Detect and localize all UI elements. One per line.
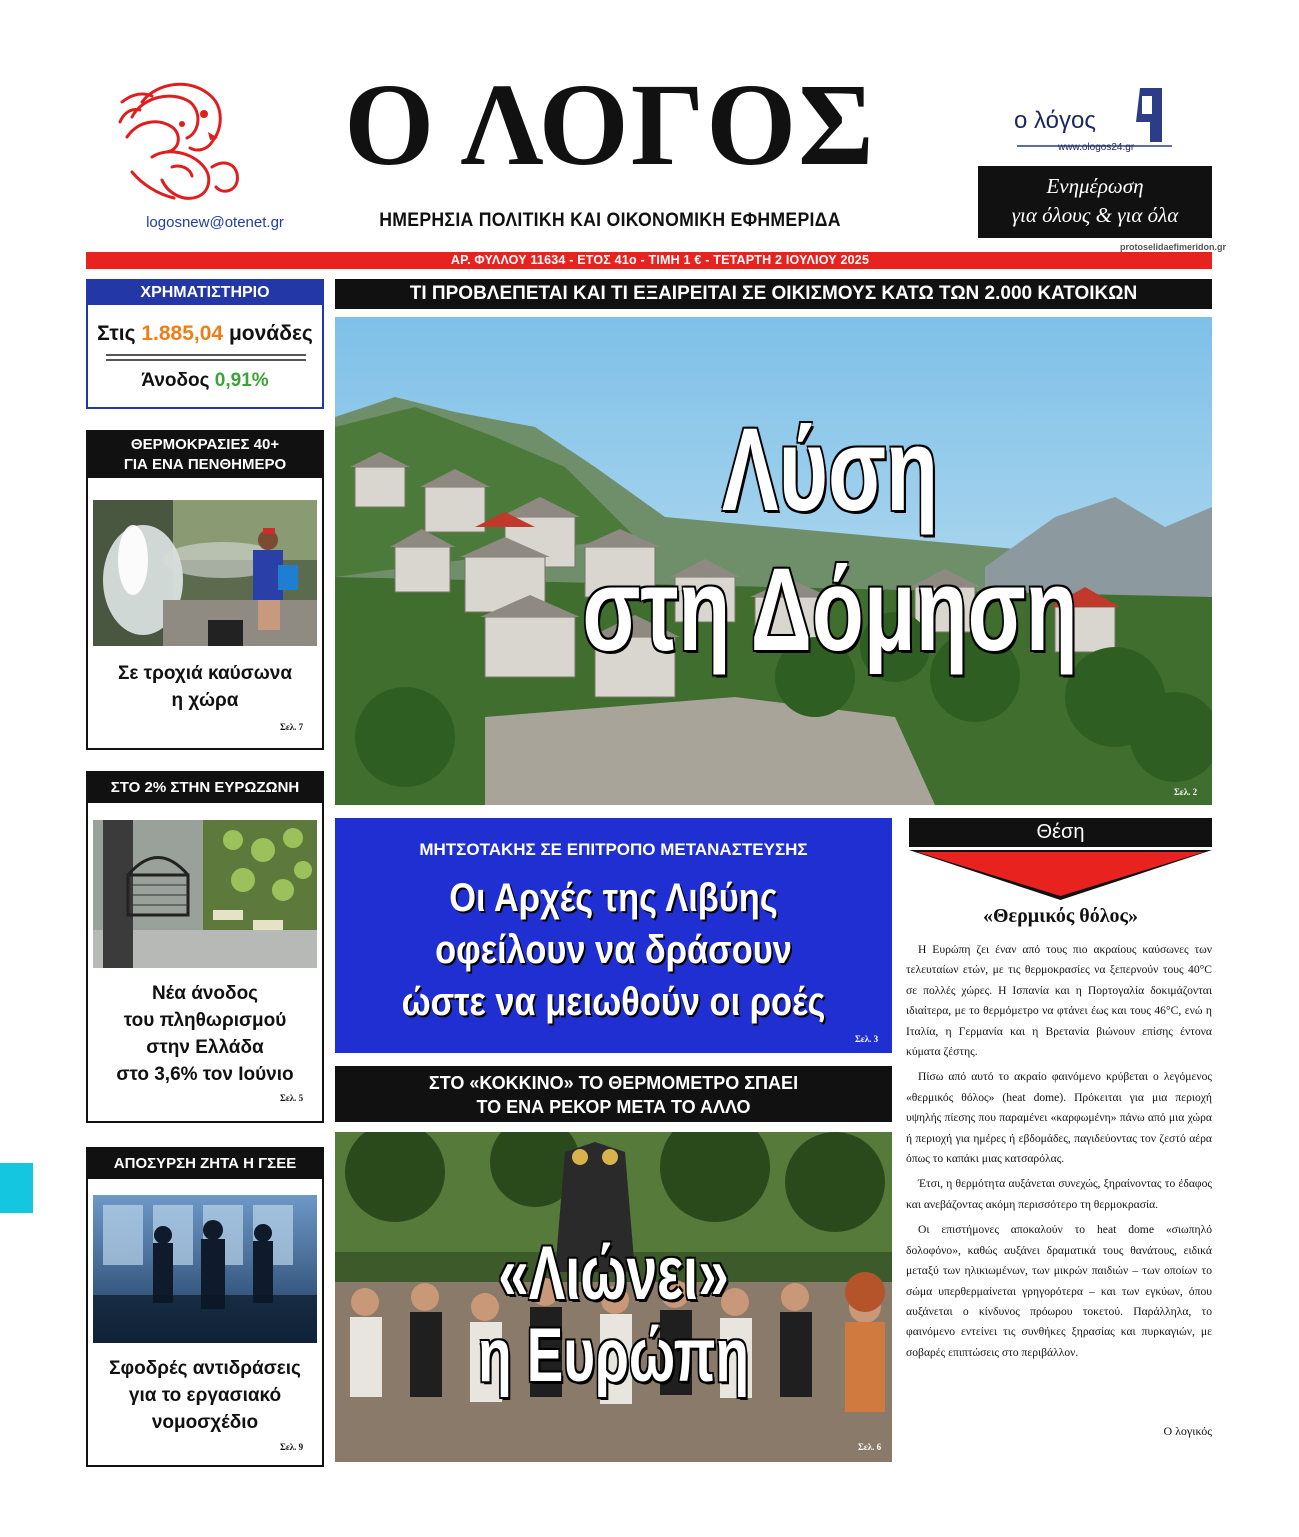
side-story-kicker — [88, 432, 322, 478]
opinion-paragraph: Πίσω από αυτό το ακραίο φαινόμενο κρύβεται ο λεγόμενος «θερμικός θόλος» (heat dome). Πρόκειται για μια περιοχή υψηλής πίεσης που παραμένει «καρφωμένη» πάνω από μια χώρα ή περιοχή για ημέρες ή εβδομάδες, παγιδεύοντας τον ζεστό αέρα όπως το καπάκι μιας κατσαρόλας. — [906, 1070, 1212, 1166]
fountain-tourist-photo — [93, 500, 317, 646]
tagline-line-2: για όλους & για όλα — [1011, 203, 1179, 227]
title-line: του πληθωρισμού — [123, 1010, 287, 1031]
tagline-line-1: Ενημέρωση — [1046, 174, 1144, 198]
page-reference: Σελ. 3 — [855, 1034, 879, 1044]
newspaper-subtitle: ΗΜΕΡΗΣΙΑ ΠΟΛΙΤΙΚΗ ΚΑΙ ΟΙΚΟΝΟΜΙΚΗ ΕΦΗΜΕΡΙΔΑ — [379, 210, 841, 231]
headline-line: «Λιώνει» — [498, 1231, 729, 1316]
office-silhouettes-photo — [93, 1195, 317, 1343]
newspaper-title: Ο ΛΟΓΟΣ — [344, 59, 876, 190]
page-reference: Σελ. 6 — [858, 1442, 882, 1452]
opinion-paragraph: Η Ευρώπη ζει έναν από τους πιο ακραίους καύσωνες των τελευταίων ετών, με τις θερμοκρασίες να ξεπερνούν τους 40°C σε πολλές χώρες. Η Ισπανία και η Πορτογαλία δοκιμάζονται ιδιαίτερα, με το θερμόμετρο να φτάνει έως και τους 46°C, ενώ η Ιταλία, η Γερμανία και η Βρετανία βιώνουν επίσης έντονα κύματα ζέστης. — [906, 943, 1212, 1059]
stock-change-line — [88, 370, 322, 392]
opinion-title[interactable]: «Θερμικός θόλος» — [982, 905, 1138, 927]
opinion-body — [906, 940, 1212, 1368]
opinion-paragraph: Έτσι, η θερμότητα αυξάνεται συνεχώς, ξηραίνοντας το έδαφος και ανεβάζοντας ακόμη περισσότερο τη θερμοκρασία. — [906, 1177, 1212, 1211]
side-story-kicker: ΑΠΟΣΥΡΣΗ ΖΗΤΑ Η ΓΣΕΕ — [88, 1149, 322, 1179]
stock-prefix: Στις — [97, 322, 136, 345]
headline-line: η Ευρώπη — [478, 1313, 749, 1398]
title-line: στην Ελλάδα — [146, 1037, 264, 1058]
source-watermark: protoselidaefimeridon.gr — [1120, 242, 1227, 252]
title-line: στο 3,6% τον Ιούνιο — [116, 1064, 294, 1085]
libya-story-title[interactable] — [374, 872, 853, 1028]
title-line: Νέα άνοδος — [151, 983, 259, 1004]
title-line: Σφοδρές αντιδράσεις — [109, 1358, 301, 1379]
stock-market-heading: ΧΡΗΜΑΤΙΣΤΗΡΙΟ — [88, 281, 322, 305]
title-line: ώστε να μειωθούν οι ροές — [401, 980, 826, 1024]
kicker-line: ΓΙΑ ΕΝΑ ΠΕΝΘΗΜΕΡΟ — [123, 456, 287, 473]
newspaper-emblem-logo — [112, 72, 252, 212]
stock-change-label: Άνοδος — [141, 370, 210, 391]
page-reference: Σελ. 7 — [280, 722, 304, 732]
stock-index-line — [88, 322, 322, 346]
supermarket-basket-photo — [93, 820, 317, 968]
edge-tab-marker[interactable] — [0, 1163, 33, 1213]
opinion-down-arrow-icon — [909, 850, 1212, 900]
ologos24-wordmark: ο λόγος — [1014, 107, 1096, 134]
side-story-title[interactable] — [90, 980, 320, 1088]
stock-divider — [106, 354, 306, 356]
libya-story-kicker: ΜΗΤΣΟΤΑΚΗΣ ΣΕ ΕΠΙΤΡΟΠΟ ΜΕΤΑΝΑΣΤΕΥΣΗΣ — [419, 840, 808, 859]
title-line: Οι Αρχές της Λιβύης — [449, 876, 778, 920]
title-line: Σε τροχιά καύσωνα — [117, 663, 293, 684]
kicker-line: ΣΤΟ «ΚΟΚΚΙΝΟ» ΤΟ ΘΕΡΜΟΜΕΤΡΟ ΣΠΑΕΙ — [428, 1073, 799, 1093]
page-reference: Σελ. 2 — [1174, 787, 1198, 797]
stock-index-value: 1.885,04 — [141, 322, 224, 345]
opinion-paragraph: Οι επιστήμονες αποκαλούν το heat dome «σιωπηλό δολοφόνο», καθώς αυξάνει δραματικά τους θανάτους, ειδικά μεταξύ των ηλικιωμένων, των μικρών παιδιών – των οποίων το σώμα υπερθερμαίνεται γρηγορότερα – και των εγκύων, όπου αυξάνεται ο κίνδυνος πρόωρου τοκετού. Παράλληλα, το φαινόμενο εντείνει τις συνθήκες ξηρασίας και πυρκαγιών, με σοβαρές επιπτώσεις στο περιβάλλον. — [906, 1223, 1212, 1359]
side-story-title[interactable] — [90, 660, 320, 714]
title-line: οφείλουν να δράσουν — [435, 928, 792, 972]
title-line: νομοσχέδιο — [151, 1412, 259, 1433]
lead-story-headline[interactable] — [556, 400, 1103, 680]
opinion-signature: Ο λογικός — [1163, 1424, 1212, 1438]
side-story-title[interactable] — [90, 1355, 320, 1436]
issue-info-text: ΑΡ. ΦΥΛΛΟΥ 11634 - ΕΤΟΣ 41ο - ΤΙΜΗ 1 € - ΤΕΤΑΡΤΗ 2 ΙΟΥΛΙΟΥ 2025 — [450, 253, 870, 267]
heatwave-story-kicker — [335, 1066, 892, 1122]
heatwave-story-headline[interactable] — [413, 1233, 814, 1397]
contact-email[interactable]: logosnew@otenet.gr — [146, 214, 284, 231]
stock-change-value: 0,91% — [214, 370, 269, 391]
page-reference: Σελ. 9 — [280, 1442, 304, 1452]
kicker-line: ΤΟ ΕΝΑ ΡΕΚΟΡ ΜΕΤΑ ΤΟ ΑΛΛΟ — [476, 1097, 751, 1117]
opinion-column-heading: Θέση — [909, 818, 1212, 847]
side-story-kicker: ΣΤΟ 2% ΣΤΗΝ ΕΥΡΩΖΩΝΗ — [88, 773, 322, 803]
kicker-line: ΘΕΡΜΟΚΡΑΣΙΕΣ 40+ — [130, 436, 280, 453]
site-tagline-box — [978, 166, 1212, 238]
stock-suffix: μονάδες — [228, 322, 313, 345]
ologos24-url[interactable]: www.ologos24.gr — [1058, 142, 1135, 153]
title-line: η χώρα — [171, 690, 239, 711]
page-reference: Σελ. 5 — [280, 1093, 304, 1103]
lead-story-kicker: ΤΙ ΠΡΟΒΛΕΠΕΤΑΙ ΚΑΙ ΤΙ ΕΞΑΙΡΕΙΤΑΙ ΣΕ ΟΙΚΙΣΜΟΥΣ ΚΑΤΩ ΤΩΝ 2.000 ΚΑΤΟΙΚΩΝ — [335, 279, 1212, 309]
title-line: για το εργασιακό — [128, 1385, 282, 1406]
headline-line: στη Δόμηση — [582, 544, 1078, 676]
stock-divider — [106, 359, 306, 361]
headline-line: Λύση — [721, 404, 939, 536]
